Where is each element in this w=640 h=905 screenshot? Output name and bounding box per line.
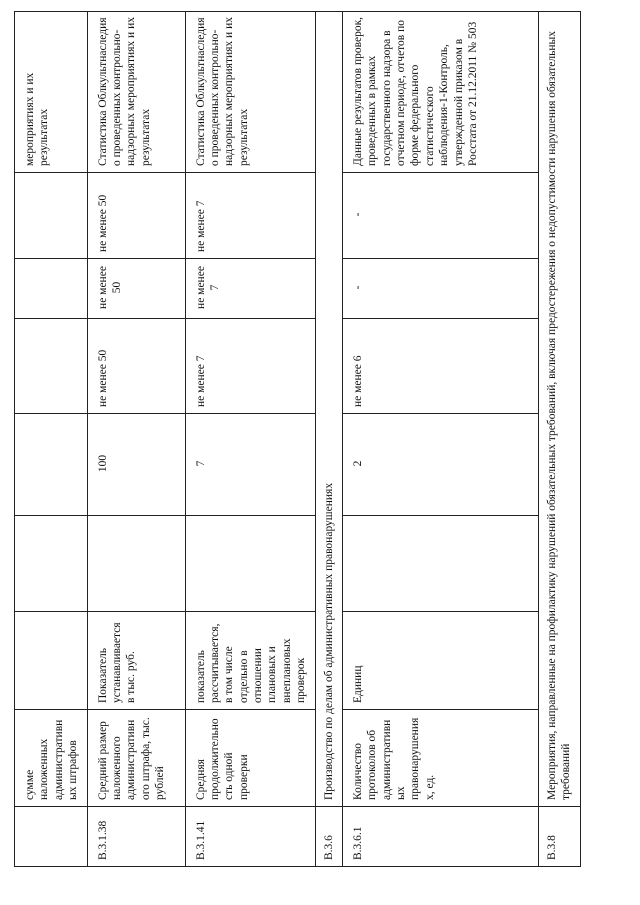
cell-indicator-name: Средний размер наложенного административного штрафа, тыс. рублей [87,710,185,807]
cell-formula: Единиц [342,612,538,710]
cell-col5: 7 [185,414,315,516]
cell-col6 [15,319,88,414]
cell-formula: показатель рассчитывается, в том числе отдельно в отношении плановых и внеплановых проверок [185,612,315,710]
cell-col8: - [342,173,538,259]
table-row-continued [15,12,88,867]
cell-indicator-name: Количество протоколов об административных правонарушениях, ед. [342,710,538,807]
cell-col5: 2 [342,414,538,516]
cell-col7 [15,259,88,319]
cell-indicator-name: сумме наложенных административных штрафов [15,710,88,807]
cell-col8: не менее 7 [185,173,315,259]
section-header-row [315,12,342,867]
cell-col8: не менее 50 [87,173,185,259]
cell-col4 [185,516,315,612]
cell-col4 [342,516,538,612]
cell-indicator-name: Средняя продолжительность одной проверки [185,710,315,807]
cell-col6: не менее 6 [342,319,538,414]
cell-col6: не менее 7 [185,319,315,414]
cell-col5 [15,414,88,516]
cell-col4 [15,516,88,612]
section-code: В.3.8 [538,807,580,867]
table-row [185,12,315,867]
cell-source: Статистика Облкультнаследия о проведенных контрольно-надзорных мероприятиях и их результатах [87,12,185,173]
cell-formula: Показатель устанавливается в тыс. руб. [87,612,185,710]
section-code: В.3.6 [315,807,342,867]
cell-source: Статистика Облкультнаследия о проведенных контрольно-надзорных мероприятиях и их результатах [185,12,315,173]
cell-col6: не менее 50 [87,319,185,414]
cell-source: Данные результатов проверок, проведенных в рамках государственного надзора в отчетном периоде, отчетов по форме федерального статистического наблюдения-1-Контроль, утвержденной приказом в Росстата от 21.12.2011 № 503 [342,12,538,173]
cell-code [15,807,88,867]
section-header-row [538,12,580,867]
section-title: Производство по делам об административных правонарушениях [315,12,342,807]
cell-col5: 100 [87,414,185,516]
cell-source: мероприятиях и их результатах [15,12,88,173]
cell-code: В.3.1.41 [185,807,315,867]
table-row [342,12,538,867]
cell-col4 [87,516,185,612]
cell-col7: - [342,259,538,319]
cell-code: В.3.1.38 [87,807,185,867]
cell-col7: не менее 50 [87,259,185,319]
table-row [87,12,185,867]
cell-col8 [15,173,88,259]
section-title: Мероприятия, направленные на профилактику нарушений обязательных требований, включая предостережения о недопустимости нарушения обязательных требований [538,12,580,807]
cell-code: В.3.6.1 [342,807,538,867]
cell-col7: не менее 7 [185,259,315,319]
cell-formula [15,612,88,710]
indicators-table [14,11,581,867]
